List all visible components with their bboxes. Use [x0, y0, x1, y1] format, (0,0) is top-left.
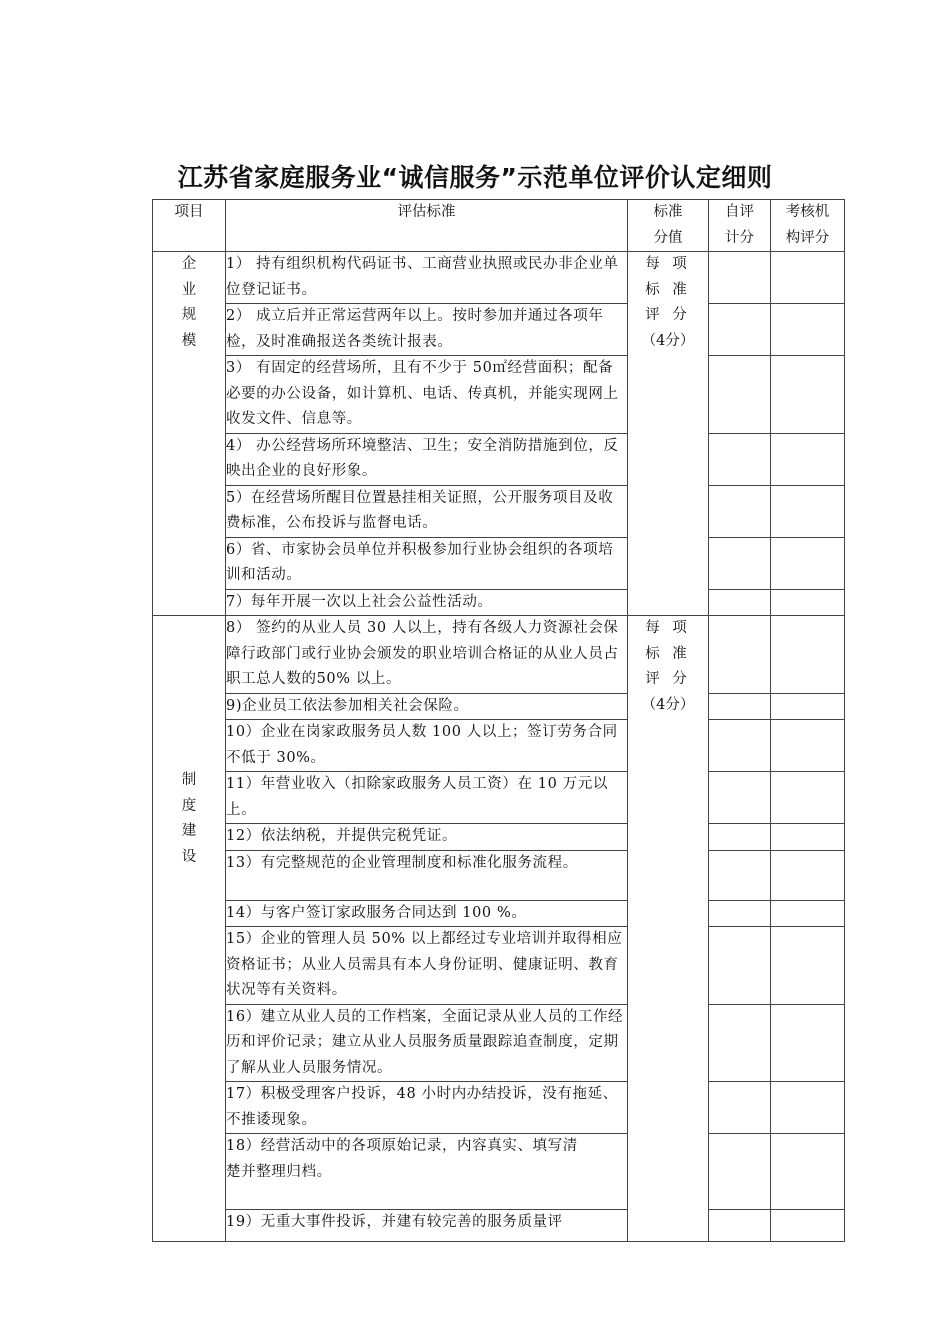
category-char: 建	[181, 823, 197, 839]
self-score-field[interactable]	[709, 1004, 771, 1082]
header-self-line2: 计分	[725, 229, 754, 246]
document-title: 江苏省家庭服务业“诚信服务”示范单位评价认定细则	[177, 163, 773, 192]
header-score-line1: 标准	[653, 204, 683, 220]
table-row	[153, 356, 845, 434]
criterion-text: 8） 签约的从业人员 30 人以上，持有各级人力资源社会保障行政部门或行业协会颁发的职业培训合格证的从业人员占职工总人数的50% 以上。	[226, 616, 628, 694]
header-org-score	[771, 200, 845, 252]
org-score-field[interactable]	[771, 693, 845, 720]
header-self-line1: 自评	[725, 204, 754, 220]
table-row	[153, 824, 845, 851]
criterion-text: 1） 持有组织机构代码证书、工商营业执照或民办非企业单位登记证书。	[226, 252, 628, 304]
self-score-field[interactable]	[709, 589, 771, 616]
self-score-field[interactable]	[709, 1134, 771, 1210]
header-org-line2: 构评分	[785, 229, 830, 246]
org-score-field[interactable]	[771, 1210, 845, 1242]
header-project: 项目	[153, 200, 226, 252]
self-score-field[interactable]	[709, 1082, 771, 1134]
standard-score-cell	[628, 616, 709, 1242]
org-score-field[interactable]	[771, 1082, 845, 1134]
org-score-field[interactable]	[771, 589, 845, 616]
org-score-field[interactable]	[771, 772, 845, 824]
table-row	[153, 485, 845, 537]
criterion-text: 16）建立从业人员的工作档案，全面记录从业人员的工作经历和评价记录；建立从业人员服务质量跟踪追查制度，定期了解从业人员服务情况。	[226, 1004, 628, 1082]
self-score-field[interactable]	[709, 252, 771, 304]
self-score-field[interactable]	[709, 850, 771, 900]
table-row	[153, 693, 845, 720]
criterion-text: 15）企业的管理人员 50% 以上都经过专业培训并取得相应资格证书；从业人员需具有本人身份证明、健康证明、教育状况等有关资料。	[226, 927, 628, 1005]
table-row	[153, 433, 845, 485]
criterion-text: 11）年营业收入（扣除家政服务人员工资）在 10 万元以上。	[226, 772, 628, 824]
table-row	[153, 304, 845, 356]
self-score-field[interactable]	[709, 720, 771, 772]
table-row	[153, 1210, 845, 1242]
category-char: 制	[181, 772, 197, 788]
self-score-field[interactable]	[709, 304, 771, 356]
table-row	[153, 1134, 845, 1210]
header-org-line1: 考核机	[785, 204, 830, 220]
table-row	[153, 927, 845, 1005]
category-system-building	[153, 616, 226, 1242]
org-score-field[interactable]	[771, 433, 845, 485]
category-enterprise-scale	[153, 252, 226, 616]
criterion-text: 13）有完整规范的企业管理制度和标准化服务流程。	[226, 850, 628, 900]
header-standard-score	[628, 200, 709, 252]
org-score-field[interactable]	[771, 537, 845, 589]
criterion-text: 10）企业在岗家政服务员人数 100 人以上；签订劳务合同不低于 30%。	[226, 720, 628, 772]
org-score-field[interactable]	[771, 616, 845, 694]
score-line: 评 分	[645, 671, 691, 687]
score-line: 评 分	[645, 307, 691, 323]
self-score-field[interactable]	[709, 433, 771, 485]
header-standard: 评估标准	[226, 200, 628, 252]
org-score-field[interactable]	[771, 356, 845, 434]
org-score-field[interactable]	[771, 304, 845, 356]
criterion-text: 14）与客户签订家政服务合同达到 100 %。	[226, 900, 628, 927]
category-char: 度	[181, 797, 197, 814]
evaluation-table	[152, 199, 845, 1242]
self-score-field[interactable]	[709, 1210, 771, 1242]
org-score-field[interactable]	[771, 1134, 845, 1210]
criterion-text: 7）每年开展一次以上社会公益性活动。	[226, 589, 628, 616]
criterion-text: 12）依法纳税，并提供完税凭证。	[226, 824, 628, 851]
criterion-text: 17）积极受理客户投诉，48 小时内办结投诉，没有拖延、不推诿现象。	[226, 1082, 628, 1134]
criterion-text: 5）在经营场所醒目位置悬挂相关证照，公开服务项目及收费标准，公布投诉与监督电话。	[226, 485, 628, 537]
table-row	[153, 589, 845, 616]
self-score-field[interactable]	[709, 772, 771, 824]
score-line: 标 准	[645, 281, 691, 298]
score-line: 每 项	[645, 620, 691, 636]
category-char: 企	[181, 256, 197, 272]
self-score-field[interactable]	[709, 537, 771, 589]
org-score-field[interactable]	[771, 485, 845, 537]
org-score-field[interactable]	[771, 252, 845, 304]
self-score-field[interactable]	[709, 693, 771, 720]
self-score-field[interactable]	[709, 900, 771, 927]
self-score-field[interactable]	[709, 824, 771, 851]
table-row	[153, 616, 845, 694]
category-char: 模	[181, 332, 197, 349]
score-line: 每 项	[645, 256, 691, 272]
table-row	[153, 900, 845, 927]
self-score-field[interactable]	[709, 356, 771, 434]
self-score-field[interactable]	[709, 485, 771, 537]
table-row	[153, 537, 845, 589]
table-row	[153, 1082, 845, 1134]
criterion-text: 6）省、市家协会员单位并积极参加行业协会组织的各项培训和活动。	[226, 537, 628, 589]
category-char: 业	[181, 281, 197, 298]
table-row	[153, 850, 845, 900]
table-row	[153, 772, 845, 824]
header-score-line2: 分值	[653, 229, 683, 246]
org-score-field[interactable]	[771, 1004, 845, 1082]
criterion-text: 18）经营活动中的各项原始记录，内容真实、填写清 楚并整理归档。	[226, 1134, 628, 1210]
self-score-field[interactable]	[709, 927, 771, 1005]
table-header-row	[153, 200, 845, 252]
org-score-field[interactable]	[771, 850, 845, 900]
category-char: 规	[181, 307, 197, 323]
criterion-text: 3） 有固定的经营场所，且有不少于 50㎡经营面积；配备必要的办公设备，如计算机、电话、传真机，并能实现网上收发文件、信息等。	[226, 356, 628, 434]
table-row	[153, 720, 845, 772]
header-self-score	[709, 200, 771, 252]
criterion-text: 19）无重大事件投诉，并建有较完善的服务质量评	[226, 1210, 628, 1242]
criterion-text: 9)企业员工依法参加相关社会保险。	[226, 693, 628, 720]
standard-score-cell	[628, 252, 709, 616]
table-row	[153, 1004, 845, 1082]
org-score-field[interactable]	[771, 900, 845, 927]
criterion-text: 2） 成立后并正常运营两年以上。按时参加并通过各项年检，及时准确报送各类统计报表。	[226, 304, 628, 356]
table-row	[153, 252, 845, 304]
self-score-field[interactable]	[709, 616, 771, 694]
score-line: （4分）	[641, 332, 695, 349]
org-score-field[interactable]	[771, 720, 845, 772]
criterion-text: 4） 办公经营场所环境整洁、卫生；安全消防措施到位，反映出企业的良好形象。	[226, 433, 628, 485]
category-char: 设	[181, 848, 197, 865]
org-score-field[interactable]	[771, 927, 845, 1005]
org-score-field[interactable]	[771, 824, 845, 851]
score-line: 标 准	[645, 645, 691, 662]
score-line: （4分）	[641, 696, 695, 713]
